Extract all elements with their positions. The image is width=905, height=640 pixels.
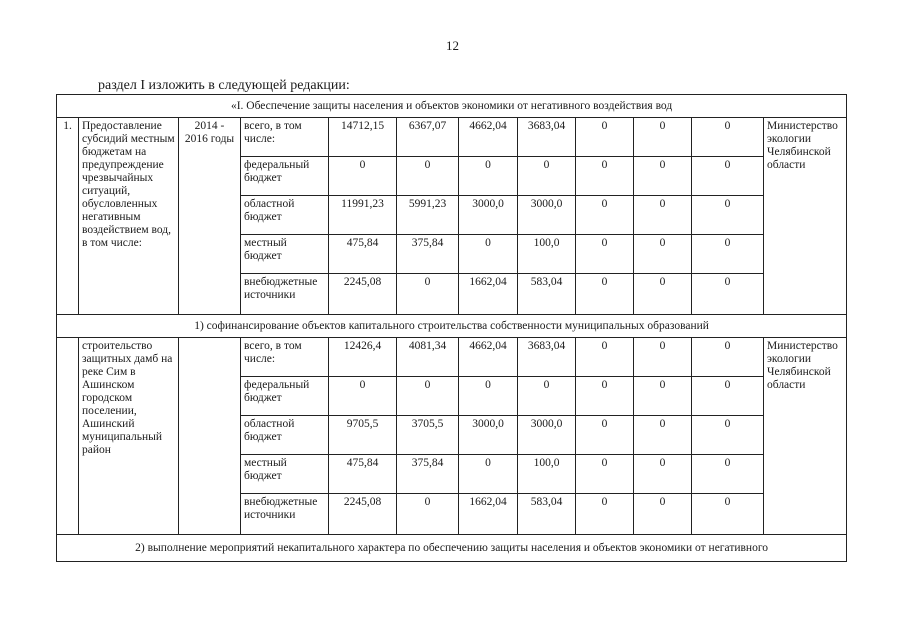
value-cell: 0 [634,118,692,157]
value-cell: 375,84 [397,235,459,274]
value-cell: 0 [692,274,764,315]
value-cell: 3683,04 [518,118,576,157]
value-cell: 12426,4 [329,338,397,377]
value-cell: 0 [634,455,692,494]
value-cell: 0 [576,274,634,315]
value-cell: 0 [576,455,634,494]
value-cell: 3000,0 [459,416,518,455]
item-years: 2014 - 2016 годы [179,118,241,315]
value-cell: 0 [459,157,518,196]
funding-category: внебюджетные источники [241,494,329,535]
value-cell: 9705,5 [329,416,397,455]
value-cell: 0 [634,377,692,416]
value-cell: 4081,34 [397,338,459,377]
value-cell: 1662,04 [459,494,518,535]
subsection-title: 1) софинансирование объектов капитального строительства собственности муниципальных образований [57,315,847,338]
value-cell: 11991,23 [329,196,397,235]
value-cell: 3000,0 [459,196,518,235]
value-cell: 6367,07 [397,118,459,157]
funding-category: всего, в том числе: [241,118,329,157]
value-cell: 0 [576,416,634,455]
value-cell: 3000,0 [518,416,576,455]
value-cell: 0 [692,235,764,274]
funding-category: областной бюджет [241,196,329,235]
value-cell: 0 [397,274,459,315]
value-cell: 3000,0 [518,196,576,235]
value-cell: 0 [634,274,692,315]
value-cell: 0 [634,494,692,535]
value-cell: 0 [329,377,397,416]
value-cell: 475,84 [329,235,397,274]
value-cell: 4662,04 [459,118,518,157]
value-cell: 583,04 [518,274,576,315]
value-cell: 0 [634,338,692,377]
responsible-body: Министерство экологии Челябинской области [764,118,847,315]
funding-category: внебюджетные источники [241,274,329,315]
value-cell: 0 [576,157,634,196]
empty-years-cell [179,338,241,535]
value-cell: 0 [692,118,764,157]
value-cell: 0 [692,377,764,416]
value-cell: 583,04 [518,494,576,535]
intro-text: раздел I изложить в следующей редакции: [98,78,350,93]
value-cell: 0 [329,157,397,196]
funding-category: областной бюджет [241,416,329,455]
value-cell: 0 [634,416,692,455]
value-cell: 475,84 [329,455,397,494]
value-cell: 5991,23 [397,196,459,235]
value-cell: 0 [576,118,634,157]
value-cell: 3683,04 [518,338,576,377]
value-cell: 0 [692,338,764,377]
page-number: 12 [446,38,459,53]
value-cell: 0 [459,455,518,494]
value-cell: 0 [397,494,459,535]
value-cell: 0 [459,377,518,416]
section-title: «I. Обеспечение защиты населения и объектов экономики от негативного воздействия вод [57,95,847,118]
responsible-body: Министерство экологии Челябинской области [764,338,847,535]
value-cell: 0 [397,377,459,416]
funding-category: федеральный бюджет [241,377,329,416]
value-cell: 100,0 [518,455,576,494]
value-cell: 0 [459,235,518,274]
item-index: 1. [57,118,79,315]
item-description: Предоставление субсидий местным бюджетам на предупреждение чрезвычайных ситуаций, обусловленных негативным воздействием вод, в том числе: [79,118,179,315]
value-cell: 2245,08 [329,274,397,315]
value-cell: 0 [576,338,634,377]
value-cell: 4662,04 [459,338,518,377]
value-cell: 0 [692,157,764,196]
value-cell: 0 [692,416,764,455]
value-cell: 0 [634,235,692,274]
value-cell: 0 [576,196,634,235]
item-description: строительство защитных дамб на реке Сим в Ашинском городском поселении, Ашинский муниципальный район [79,338,179,535]
subsection-title: 2) выполнение мероприятий некапитального характера по обеспечению защиты населения и объектов экономики от негативного [57,535,847,562]
value-cell: 0 [576,494,634,535]
value-cell: 0 [518,377,576,416]
funding-category: федеральный бюджет [241,157,329,196]
empty-index-cell [57,338,79,535]
value-cell: 0 [692,196,764,235]
funding-category: местный бюджет [241,455,329,494]
value-cell: 14712,15 [329,118,397,157]
value-cell: 1662,04 [459,274,518,315]
funding-category: всего, в том числе: [241,338,329,377]
value-cell: 3705,5 [397,416,459,455]
value-cell: 0 [518,157,576,196]
value-cell: 100,0 [518,235,576,274]
value-cell: 0 [634,196,692,235]
funding-category: местный бюджет [241,235,329,274]
value-cell: 0 [634,157,692,196]
value-cell: 0 [397,157,459,196]
value-cell: 375,84 [397,455,459,494]
value-cell: 0 [692,455,764,494]
value-cell: 0 [692,494,764,535]
value-cell: 0 [576,235,634,274]
value-cell: 2245,08 [329,494,397,535]
value-cell: 0 [576,377,634,416]
program-table [56,94,847,562]
